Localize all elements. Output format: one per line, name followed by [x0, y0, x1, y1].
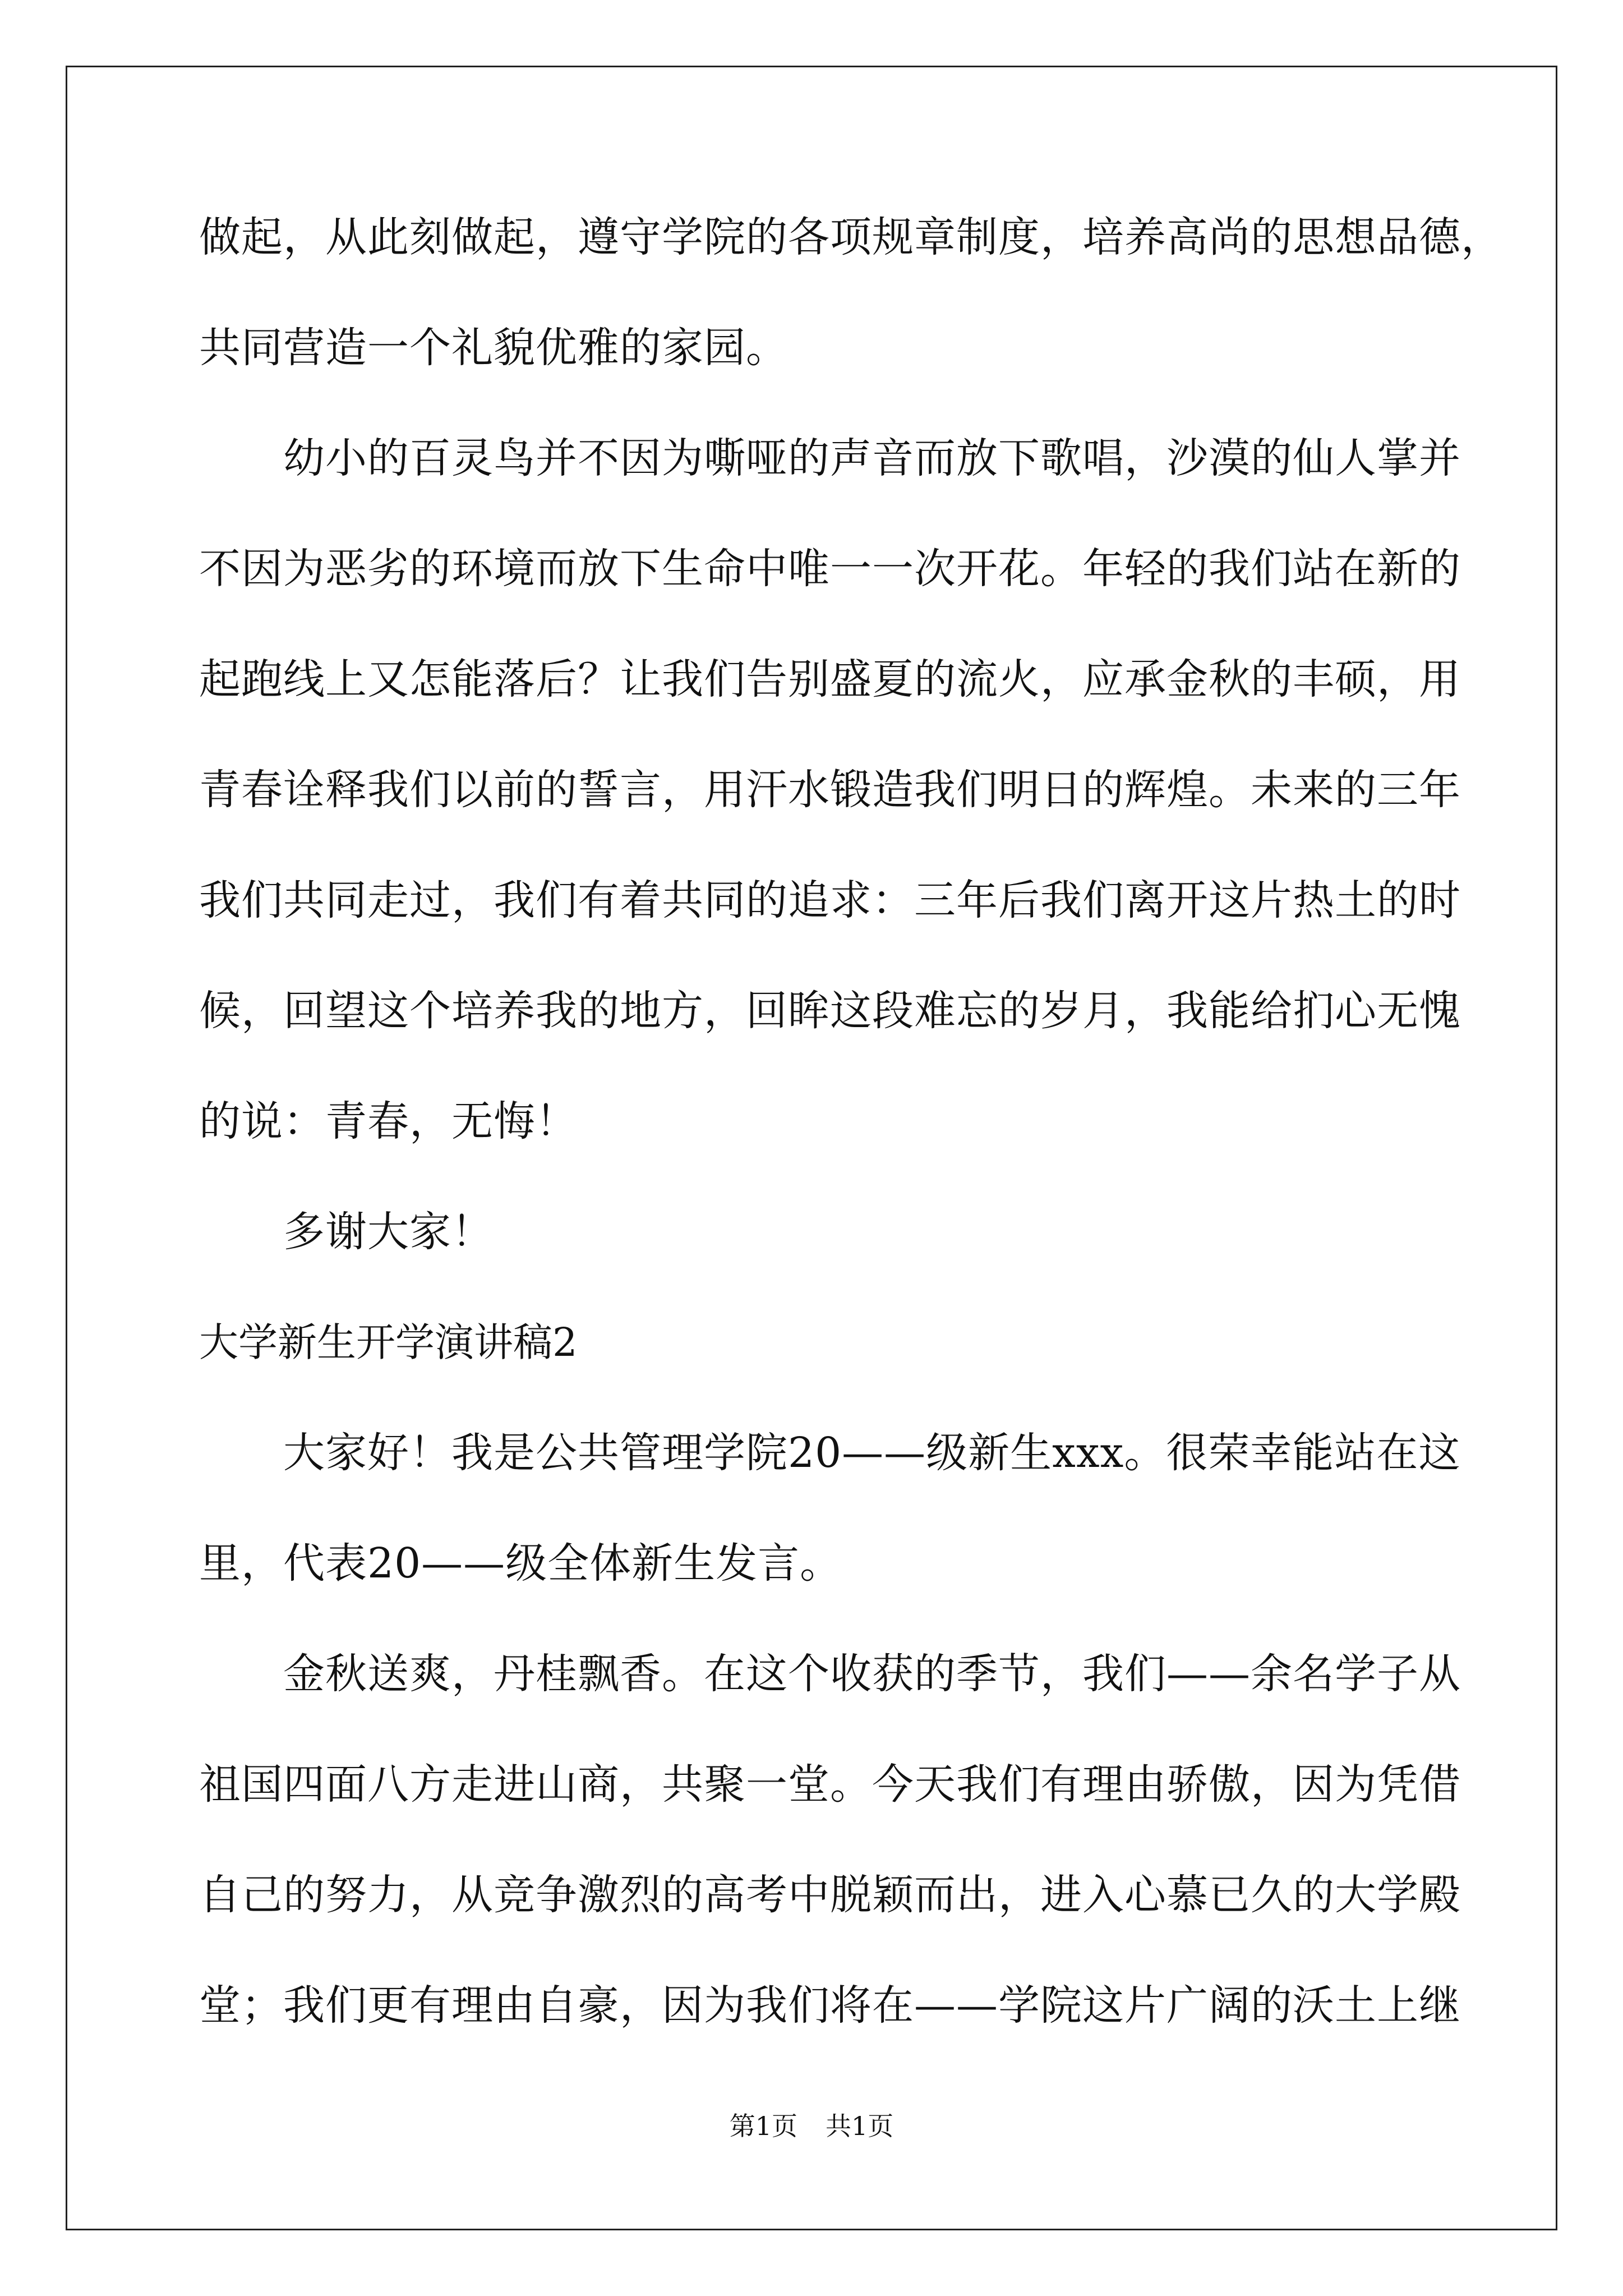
page-footer	[0, 2109, 1623, 2143]
paragraph-start-line: 幼小的百灵鸟并不因为嘶哑的声音而放下歌唱，沙漠的仙人掌并	[283, 434, 1461, 482]
text-line: 祖国四面八方走进山商，共聚一堂。今天我们有理由骄傲，因为凭借	[199, 1760, 1461, 1809]
text-line: 做起，从此刻做起，遵守学院的各项规章制度，培养高尚的思想品德，	[199, 213, 1503, 261]
section-heading: 大学新生开学演讲稿2	[199, 1319, 578, 1365]
document-body	[199, 209, 1503, 2087]
text-line: 共同营造一个礼貌优雅的家园。	[199, 324, 788, 372]
closing-line: 多谢大家！	[283, 1208, 494, 1256]
text-line: 自己的努力，从竞争激烈的高考中脱颖而出，进入心慕已久的大学殿	[199, 1871, 1461, 1919]
text-line: 我们共同走过，我们有着共同的追求：三年后我们离开这片热土的时	[199, 876, 1461, 924]
text-line: 候，回望这个培养我的地方，回眸这段难忘的岁月，我能给扪心无愧	[199, 987, 1461, 1035]
page-number: 第1页	[729, 2111, 797, 2141]
text-line: 青春诠释我们以前的誓言，用汗水锻造我们明日的辉煌。未来的三年	[199, 766, 1461, 814]
text-line: 起跑线上又怎能落后？让我们告别盛夏的流火，应承金秋的丰硕，用	[199, 655, 1461, 703]
text-line: 堂；我们更有理由自豪，因为我们将在——学院这片广阔的沃土上继	[199, 1981, 1461, 2030]
paragraph-start-line: 大家好！我是公共管理学院20——级新生xxx。很荣幸能站在这	[283, 1429, 1461, 1477]
paragraph-start-line: 金秋送爽，丹桂飘香。在这个收获的季节，我们——余名学子从	[283, 1650, 1461, 1698]
text-line: 的说：青春，无悔！	[199, 1097, 578, 1145]
text-line: 里，代表20——级全体新生发言。	[199, 1539, 842, 1588]
text-line: 不因为恶劣的环境而放下生命中唯一一次开花。年轻的我们站在新的	[199, 545, 1461, 593]
page-total: 共1页	[826, 2111, 894, 2141]
